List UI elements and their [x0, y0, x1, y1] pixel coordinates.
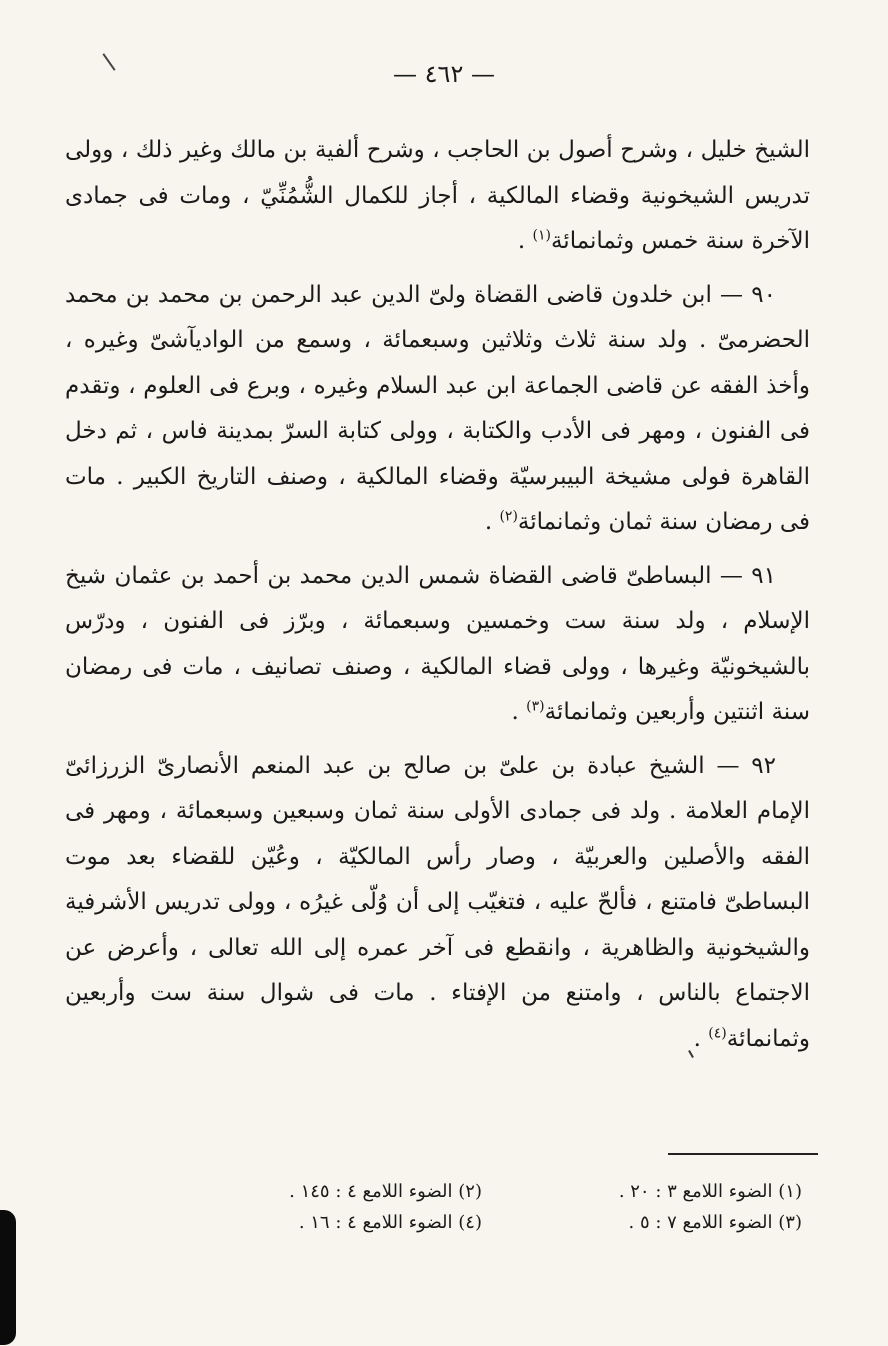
footnote-4: (٤) الضوء اللامع ٤ : ١٦ .: [298, 1212, 482, 1233]
paragraph-end: .: [517, 228, 533, 254]
paragraph-text: الشيخ خليل ، وشرح أصول بن الحاجب ، وشرح ألفية بن مالك وغير ذلك ، وولى تدريس الشيخونية وقضاء المالكية ، أجاز للكمال الشُّمُنِّيّ ، ومات فى جمادى الآخرة سنة خمس وثمانمائة: [65, 137, 810, 254]
paragraph-text: ٩٢ — الشيخ عبادة بن علىّ بن صالح بن عبد المنعم الأنصارىّ الزرزائىّ الإمام العلامة . ولد فى جمادى الأولى سنة ثمان وسبعين وسبعمائة ، ومهر فى الفقه والأصلين والعربيّة ، وصار رأس المالكيّة ، وعُيّن للقضاء بعد موت البساطىّ فامتنع ، فألحّ عليه ، فتغيّب إلى أن وُلّى غيرُه ، وولى تدريس الأشرفية والشيخونية والظاهرية ، وانقطع فى آخر عمره إلى الله تعالى ، وأعرض عن الاجتماع بالناس ، وامتنع من الإفتاء . مات فى شوال سنة ست وأربعين وثمانمائة: [65, 752, 810, 1052]
footnote-separator: [668, 1153, 818, 1155]
footnote-2: (٢) الضوء اللامع ٤ : ١٤٥ .: [289, 1181, 482, 1202]
main-text: [65, 128, 810, 1070]
entry-90-ibn-khaldun: [65, 273, 810, 546]
entry-92-ubada: [65, 744, 810, 1063]
paragraph-end: .: [693, 1025, 709, 1052]
footnote-1: (١) الضوء اللامع ٣ : ٢٠ .: [618, 1181, 802, 1202]
entry-91-albasati: [65, 554, 810, 736]
paragraph-end: .: [484, 509, 500, 535]
footnotes: [162, 1178, 802, 1236]
footnote-marker: (٢): [499, 508, 518, 525]
paragraph-text: ٩٠ — ابن خلدون قاضى القضاة ولىّ الدين عبد الرحمن بن محمد بن محمد الحضرمىّ . ولد سنة ثلاث وثلاثين وسبعمائة ، وسمع من الواديآشىّ وغيره ، وأخذ الفقه عن قاضى الجماعة ابن عبد السلام وغيره ، وبرع فى العلوم ، وتقدم فى الفنون ، ومهر فى الأدب والكتابة ، وولى كتابة السرّ بمدينة فاس ، ثم دخل القاهرة فولى مشيخة البيبرسيّة وقضاء المالكية ، وصنف التاريخ الكبير . مات فى رمضان سنة ثمان وثمانمائة: [65, 281, 810, 535]
paragraph-text: ٩١ — البساطىّ قاضى القضاة شمس الدين محمد بن أحمد بن عثمان شيخ الإسلام ، ولد سنة ست وخمسين وسبعمائة ، وبرّز فى الفنون ، ودرّس بالشيخونيّة وغيرها ، وولى قضاء المالكية ، وصنف تصانيف ، مات فى رمضان سنة اثنتين وأربعين وثمانمائة: [65, 562, 810, 725]
paragraph-continuation: [65, 128, 810, 265]
footnote-marker: (٣): [526, 698, 545, 715]
scan-shadow: [0, 1210, 16, 1345]
footnote-3: (٣) الضوء اللامع ٧ : ٥ .: [628, 1212, 802, 1233]
paragraph-end: .: [511, 699, 527, 725]
footnote-marker: (١): [532, 227, 551, 244]
footnote-marker: (٤): [708, 1024, 727, 1041]
page-number: — ٤٦٢ —: [393, 60, 495, 88]
